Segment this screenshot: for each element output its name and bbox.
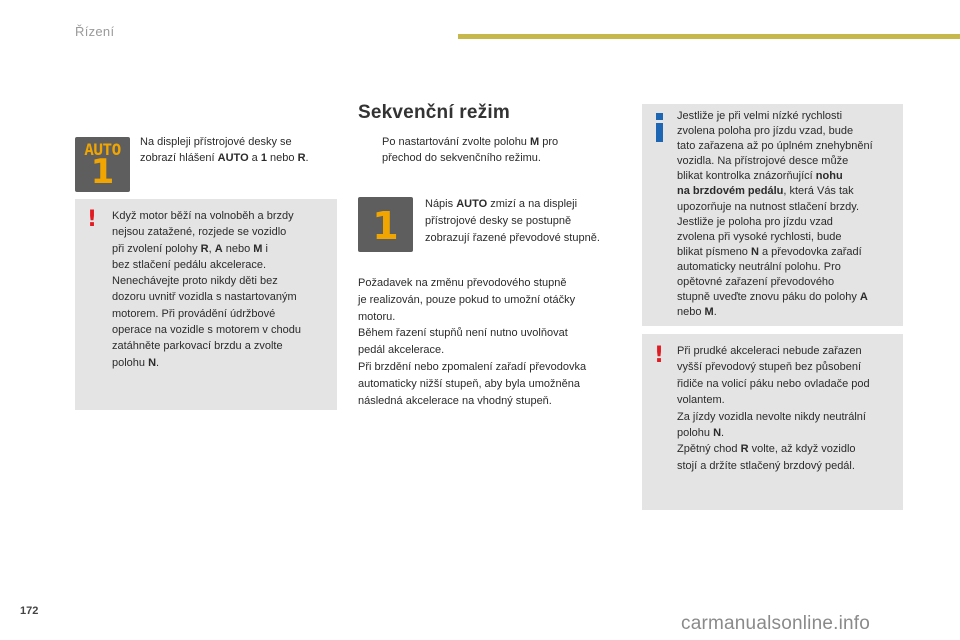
bullet-text: Po nastartování zvolte polohu M pro přechod do sekvenčního režimu. xyxy=(382,136,559,164)
gear-number: 1 xyxy=(90,152,115,192)
intro-text: Na displeji přístrojové desky se zobrazí hlášení AUTO a 1 nebo R. xyxy=(140,136,309,164)
page-section-title: Řízení xyxy=(75,24,115,39)
warning-box-left xyxy=(75,199,337,410)
auto-gear-display-icon xyxy=(75,137,130,192)
info-box-right xyxy=(642,104,903,326)
display-text: Nápis AUTO zmizí a na displeji přístrojové desky se postupně zobrazují řazené převodové stupně. xyxy=(425,198,600,244)
warning-box-right xyxy=(642,334,903,510)
gear-number: 1 xyxy=(372,204,399,248)
exclamation-icon: ! xyxy=(654,343,665,368)
info-icon xyxy=(656,113,663,142)
auto-label: AUTO xyxy=(84,140,121,159)
watermark-link[interactable]: carmanualsonline.info xyxy=(681,613,871,634)
exclamation-icon: ! xyxy=(87,207,98,232)
body-text: Požadavek na změnu převodového stupně je realizován, pouze pokud to umožní otáčky motoru. Během řazení stupňů není nutno uvolňovat pedál akcelerace. Při brzdění nebo zpomalení zařadí převodovka automaticky nižší stupeň, aby byla umožněna následná akcelerace na vhodný stupeň. xyxy=(358,277,587,407)
gear-display-icon xyxy=(358,197,413,252)
info-text: Jestliže je při velmi nízké rychlosti zvolena poloha pro jízdu vzad, bude tato zařazena až po úplném znehybnění vozidla. Na přístrojové desce může blikat kontrolka znázorňující nohu na brzdovém pedálu, která Vás tak upozorňuje na nutnost stlačení brzdy. Jestliže je poloha pro jízdu vzad zvolena při vysoké rychlosti, bude blikat písmeno N a převodovka zařadí automaticky neutrální polohu. Pro opětovné zařazení převodového stupně uveďte znovu páku do polohy A nebo M. xyxy=(677,110,873,319)
header-accent-rule xyxy=(458,34,960,39)
section-heading: Sekvenční režim xyxy=(358,102,510,123)
warning-text-right: Při prudké akceleraci nebude zařazen vyšší převodový stupeň bez působení řidiče na volicí páku nebo ovladače pod volantem. Za jízdy vozidla nevolte nikdy neutrální polohu N. Zpětný chod R volte, až když vozidlo stojí a držíte stlačený brzdový pedál. xyxy=(677,345,870,472)
warning-text-left: Když motor běží na volnoběh a brzdy nejsou zatažené, rozjede se vozidlo při zvolení polohy R, A nebo M i bez stlačení pedálu akcelerace. Nenechávejte proto nikdy děti bez dozoru uvnitř vozidla s nastartovaným motorem. Při provádění údržbové operace na vozidle s motorem v chodu zatáhněte parkovací brzdu a zvolte polohu N. xyxy=(112,210,301,369)
page-number: 172 xyxy=(20,605,39,617)
